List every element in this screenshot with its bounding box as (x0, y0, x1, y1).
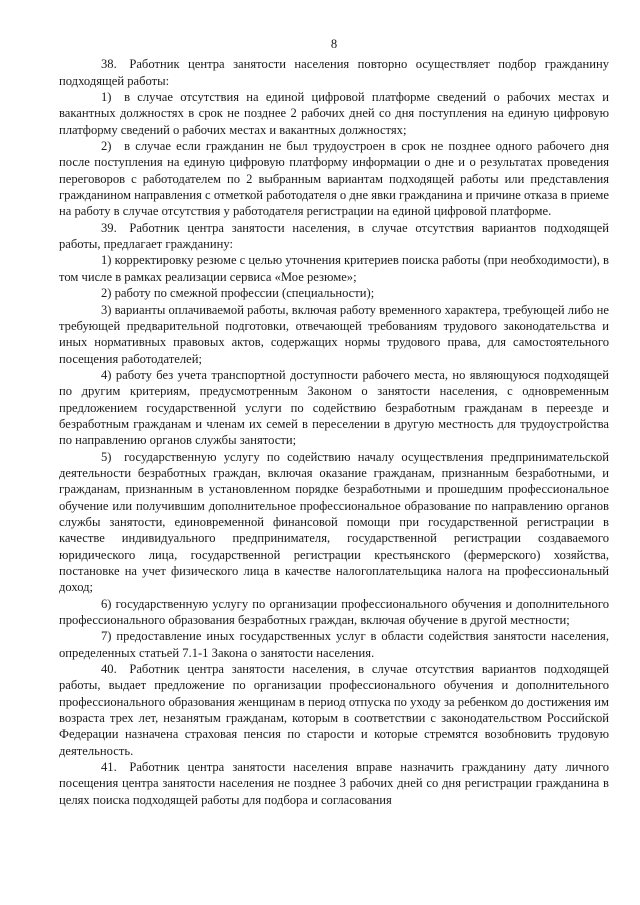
paragraph-39-item-3: 3) варианты оплачиваемой работы, включая работу временного характера, требующей либо не требующей предварительной подготовки, отвечающей требованиям трудового законодательства и иных нормативных правовых актов, содержащих нормы трудового права, для самостоятельного посещения работодателей; (59, 302, 609, 366)
paragraph-38-item-2: 2) в случае если гражданин не был трудоустроен в срок не позднее одного рабочего дня после поступления на единую цифровую платформу информации о дне и о результатах проведения переговоров с работодателем по 2 выбранным вариантам подходящей работы или представления гражданином направления с отметкой работодателя о дне явки гражданина и причине отказа в приеме на работу в случае отсутствия у работодателя регистрации на единой цифровой платформе. (59, 139, 609, 219)
paragraph-39-item-2: 2) работу по смежной профессии (специальности); (101, 286, 375, 301)
paragraph-38-item-1: 1) в случае отсутствия на единой цифровой платформе сведений о рабочих местах и вакантных должностях в срок не позднее 2 рабочих дней со дня поступления на единую цифровую платформу сведений о рабочих местах и вакантных должностях; (59, 90, 609, 137)
paragraph-39-item-5: 5) государственную услугу по содействию началу осуществления предпринимательской деятельности безработных граждан, включая оказание гражданам, признанным безработными, и гражданам, признанным в установленном порядке безработными и прошедшим профессиональное обучение или получившим дополнительное профессиональное образование по направлению органов службы занятости, единовременной финансовой помощи при государственной регистрации в качестве индивидуального предпринимателя, государственной регистрации создаваемого юридического лица, государственной регистрации крестьянского (фермерского) хозяйства, постановке на учет физического лица в качестве налогоплательщика налога на профессиональный доход; (59, 449, 609, 595)
paragraph-41: 41. Работник центра занятости населения вправе назначить гражданину дату личного посещения центра занятости населения не позднее 3 рабочих дней со дня регистрации гражданина в целях поиска подходящей работы для подбора и согласования (59, 760, 609, 807)
paragraph-38: 38. Работник центра занятости населения повторно осуществляет подбор гражданину подходящей работы: (59, 57, 609, 88)
paragraph-39-item-1: 1) корректировку резюме с целью уточнения критериев поиска работы (при необходимости), в том числе в рамках реализации сервиса «Мое резюме»; (59, 253, 609, 284)
paragraph-39-item-4: 4) работу без учета транспортной доступности рабочего места, но являющуюся подходящей по другим критериям, предусмотренным Законом о занятости населения, с одновременным предложением государственной услуги по содействию безработным гражданам в переезде и безработным гражданам и членам их семей в переселении в другую местность для трудоустройства по направлению органов службы занятости; (59, 367, 609, 448)
paragraph-40: 40. Работник центра занятости населения, в случае отсутствия вариантов подходящей работы, выдает предложение по организации профессионального обучения и дополнительного профессионального образования женщинам в период отпуска по уходу за ребенком до достижения им возраста трех лет, незанятым гражданам, которым в соответствии с законодательством Российской Федерации назначена страховая пенсия по старости и которые стремятся возобновить трудовую деятельность. (59, 662, 609, 758)
paragraph-39-item-6: 6) государственную услугу по организации профессионального обучения и дополнительного профессионального образования безработных граждан, включая обучение в другой местности; (59, 596, 609, 628)
page-number: 8 (330, 37, 338, 51)
paragraph-39: 39. Работник центра занятости населения, в случае отсутствия вариантов подходящей работы, предлагает гражданину: (59, 220, 609, 252)
document-page (59, 36, 609, 808)
paragraph-39-item-7: 7) предоставление иных государственных услуг в области содействия занятости населения, определенных статьей 7.1-1 Закона о занятости населения. (59, 629, 609, 660)
